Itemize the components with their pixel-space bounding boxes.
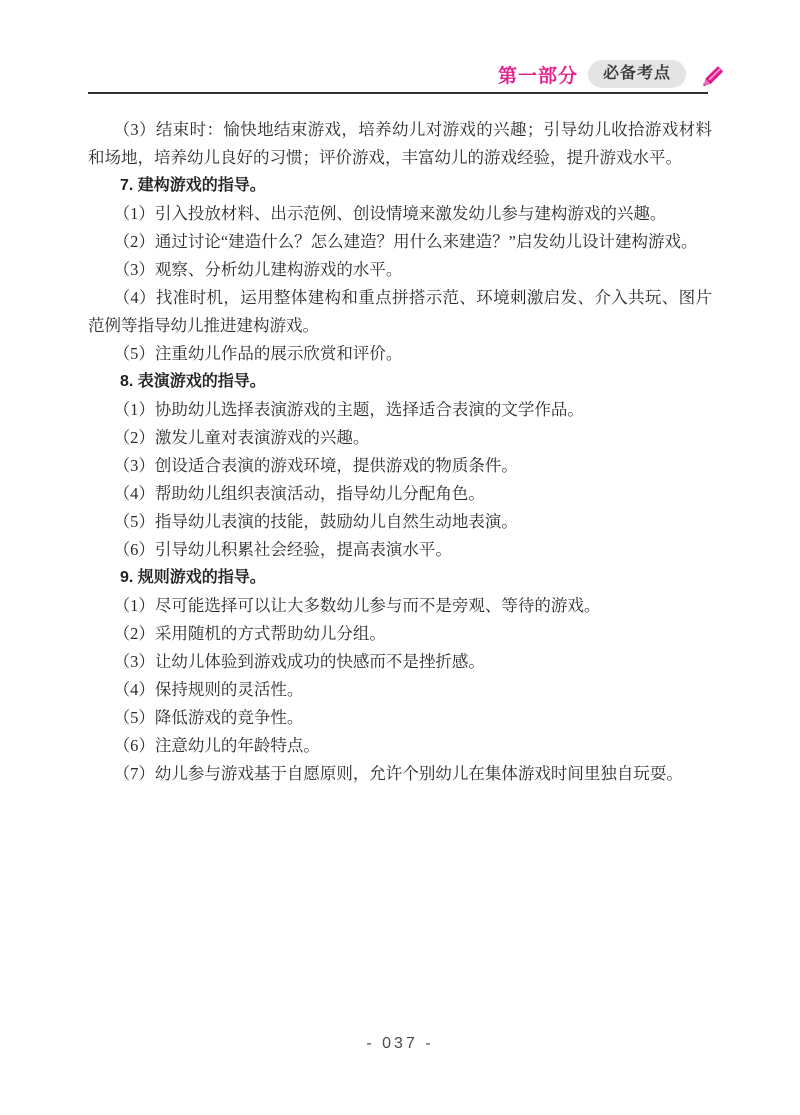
body-paragraph: （3）让幼儿体验到游戏成功的快感而不是挫折感。 [113, 652, 485, 671]
part-label: 第一部分 [497, 65, 578, 87]
body-paragraph: （2）激发儿童对表演游戏的兴趣。 [113, 428, 370, 447]
section-heading: 9. 规则游戏的指导。 [120, 569, 266, 586]
pencil-icon [696, 59, 730, 93]
page-footer [0, 1035, 800, 1053]
topic-badge: 必备考点 [588, 60, 686, 88]
body-paragraph: （5）降低游戏的竞争性。 [113, 708, 304, 727]
body-paragraph: （6）注意幼儿的年龄特点。 [113, 736, 320, 755]
body-paragraph: （4）找准时机，运用整体建构和重点拼搭示范、环境刺激启发、介入共玩、图片范例等指导幼儿推进建构游戏。 [88, 288, 712, 335]
section-heading: 7. 建构游戏的指导。 [120, 177, 266, 194]
body-paragraph: （3）创设适合表演的游戏环境，提供游戏的物质条件。 [113, 456, 518, 475]
header-rule [88, 92, 708, 94]
page-number: - 037 - [366, 1035, 434, 1052]
body-paragraph: （2）采用随机的方式帮助幼儿分组。 [113, 624, 386, 643]
body-paragraph: （4）帮助幼儿组织表演活动，指导幼儿分配角色。 [113, 484, 485, 503]
body-paragraph: （2）通过讨论“建造什么？怎么建造？用什么来建造？”启发幼儿设计建构游戏。 [113, 232, 698, 251]
body-paragraph: （5）注重幼儿作品的展示欣赏和评价。 [113, 344, 403, 363]
body-paragraph: （4）保持规则的灵活性。 [113, 680, 304, 699]
body-paragraph: （3）观察、分析幼儿建构游戏的水平。 [113, 260, 403, 279]
body-paragraph: （6）引导幼儿积累社会经验，提高表演水平。 [113, 540, 452, 559]
body-paragraph: （1）协助幼儿选择表演游戏的主题，选择适合表演的文学作品。 [113, 400, 584, 419]
page-header [498, 58, 730, 90]
section-heading: 8. 表演游戏的指导。 [120, 373, 266, 390]
body-paragraph: （5）指导幼儿表演的技能，鼓励幼儿自然生动地表演。 [113, 512, 518, 531]
body-paragraph: （3）结束时：愉快地结束游戏，培养幼儿对游戏的兴趣；引导幼儿收拾游戏材料和场地，培养幼儿良好的习惯；评价游戏，丰富幼儿的游戏经验，提升游戏水平。 [88, 120, 712, 167]
body-text [88, 116, 712, 788]
body-paragraph: （1）尽可能选择可以让大多数幼儿参与而不是旁观、等待的游戏。 [113, 596, 601, 615]
body-paragraph: （1）引入投放材料、出示范例、创设情境来激发幼儿参与建构游戏的兴趣。 [113, 204, 667, 223]
body-paragraph: （7）幼儿参与游戏基于自愿原则，允许个别幼儿在集体游戏时间里独自玩耍。 [113, 764, 683, 783]
